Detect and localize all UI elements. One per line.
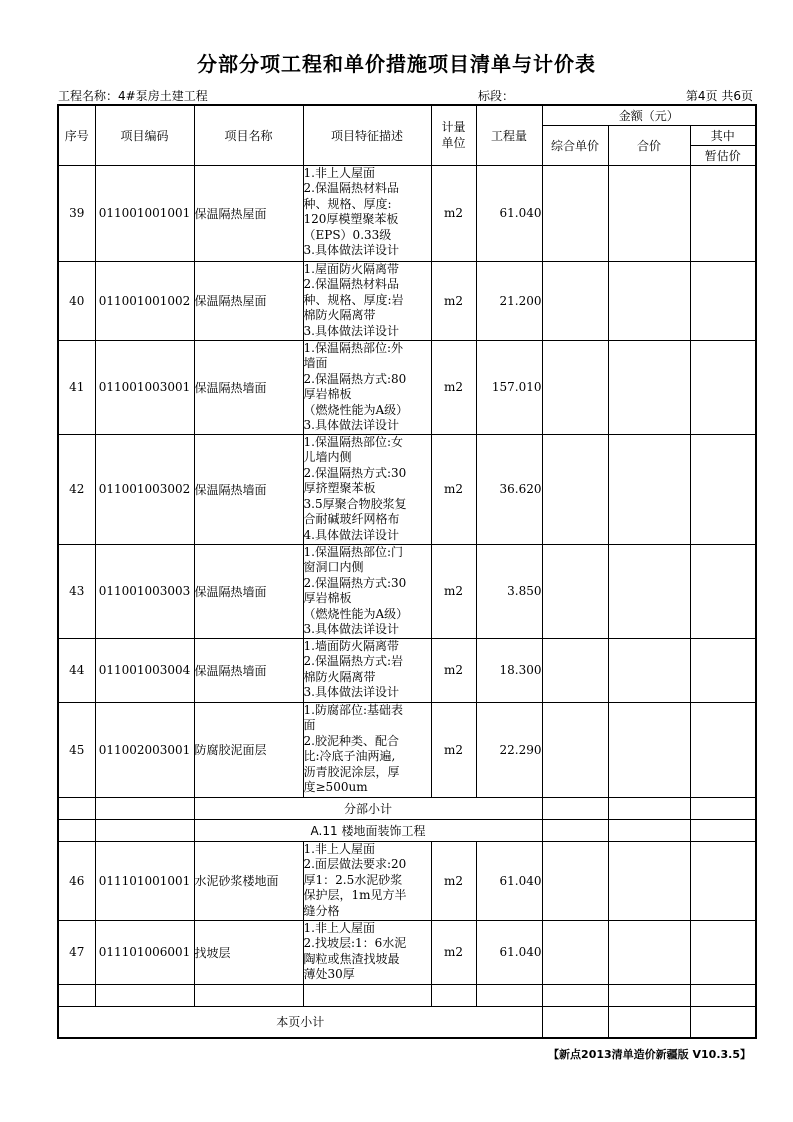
row-code: 011001001001 [95,165,194,261]
desc-line: 缝分格 [303,903,340,918]
row-provisional [690,841,756,920]
row-qty: 61.040 [476,841,542,920]
row-provisional [690,638,756,702]
row-qty: 157.010 [476,340,542,434]
table-row [58,702,756,797]
row-seq: 44 [58,638,95,702]
row-total [608,702,690,797]
desc-line: 棉防火隔离带 [303,669,376,684]
row-provisional [690,920,756,984]
row-provisional [690,340,756,434]
header-code: 项目编码 [95,105,194,165]
desc-line: 陶粒或焦渣找坡最 [303,951,400,966]
section-row [58,819,756,841]
header-unit: 计量单位 [431,105,476,165]
row-code: 011002003001 [95,702,194,797]
desc-line: 2.保温隔热方式:30 [303,575,407,590]
row-code: 011001003004 [95,638,194,702]
row-unit-price [542,544,608,638]
row-unit: m2 [431,920,476,984]
desc-line: 厚岩棉板 [303,387,352,401]
row-desc [303,165,431,261]
desc-line: 种、规格、厚度:岩 [303,292,404,307]
row-desc [303,920,431,984]
desc-line: 沥青胶泥涂层，厚 [303,764,400,779]
table-row [58,261,756,340]
desc-line: 2.胶泥种类、配合 [303,733,399,748]
header-provisional: 暂估价 [690,145,756,165]
desc-line: 儿墙内侧 [303,450,352,464]
desc-line: 保护层，1m见方半 [303,888,407,902]
header-unit-price: 综合单价 [542,125,608,165]
row-name: 保温隔热墙面 [194,544,303,638]
desc-line: 墙面 [303,356,328,370]
desc-line: 1.保温隔热部位:门 [303,544,403,559]
desc-line: 2.找坡层:1：6水泥 [303,936,407,950]
row-total [608,920,690,984]
desc-line: （燃烧性能为A级） [303,402,409,417]
row-code: 011001003003 [95,544,194,638]
row-seq: 42 [58,434,95,544]
desc-line: 3.5厚聚合物胶浆复 [303,496,407,511]
desc-line: 1.保温隔热部位:女 [303,434,403,449]
row-unit-price [542,261,608,340]
desc-line: 种、规格、厚度: [303,196,392,211]
row-provisional [690,434,756,544]
row-total [608,261,690,340]
desc-line: 度≥500um [303,780,368,794]
desc-line: 厚挤塑聚苯板 [303,481,376,495]
row-total [608,165,690,261]
row-qty: 36.620 [476,434,542,544]
desc-line: 合耐碱玻纤网格布 [303,512,400,526]
row-unit-price [542,702,608,797]
desc-line: 比:冷底子油两遍, [303,749,396,763]
header-total: 合价 [608,125,690,165]
desc-line: 1.非上人屋面 [303,841,375,856]
desc-line: 3.具体做法详设计 [303,323,399,338]
row-total [608,638,690,702]
desc-line: 3.具体做法详设计 [303,243,399,257]
table-row [58,638,756,702]
desc-line: 厚1：2.5水泥砂浆 [303,872,403,887]
table-row [58,165,756,261]
row-unit: m2 [431,841,476,920]
row-total [608,841,690,920]
row-unit: m2 [431,544,476,638]
item-rows-2 [58,841,756,984]
header-desc: 项目特征描述 [303,105,431,165]
row-seq: 45 [58,702,95,797]
row-code: 011101006001 [95,920,194,984]
row-provisional [690,165,756,261]
row-unit-price [542,165,608,261]
desc-line: （EPS）0.33级 [303,227,392,242]
row-name: 防腐胶泥面层 [194,702,303,797]
row-provisional [690,544,756,638]
row-unit-price [542,340,608,434]
desc-line: 2.保温隔热方式:30 [303,465,407,480]
row-seq: 47 [58,920,95,984]
row-qty: 61.040 [476,920,542,984]
header-amount: 金额（元） [542,105,756,125]
row-total [608,340,690,434]
desc-line: （燃烧性能为A级） [303,606,409,621]
row-desc [303,434,431,544]
table-row [58,920,756,984]
row-qty: 21.200 [476,261,542,340]
desc-line: 2.保温隔热材料品 [303,181,399,195]
item-rows [58,165,756,797]
row-code: 011001001002 [95,261,194,340]
table-row [58,841,756,920]
desc-line: 3.具体做法详设计 [303,685,399,699]
row-name: 保温隔热屋面 [194,261,303,340]
row-qty: 3.850 [476,544,542,638]
desc-line: 2.面层做法要求:20 [303,857,407,871]
row-name: 水泥砂浆楼地面 [194,841,303,920]
row-seq: 46 [58,841,95,920]
software-footer: 【新点2013清单造价新疆版 V10.3.5】 [548,1048,751,1061]
desc-line: 2.保温隔热材料品 [303,277,399,291]
desc-line: 2.保温隔热方式:80 [303,371,407,386]
row-seq: 41 [58,340,95,434]
header-seq: 序号 [58,105,95,165]
row-total [608,544,690,638]
row-total [608,434,690,544]
row-unit: m2 [431,340,476,434]
desc-line: 1.屋面防火隔离带 [303,261,399,276]
desc-line: 2.保温隔热方式:岩 [303,654,403,668]
row-unit: m2 [431,434,476,544]
blank-row [58,984,756,1006]
page-total-row [58,1006,756,1038]
header-of-which: 其中 [690,125,756,145]
row-desc [303,702,431,797]
row-qty: 18.300 [476,638,542,702]
row-name: 保温隔热屋面 [194,165,303,261]
desc-line: 3.具体做法详设计 [303,418,399,432]
row-unit-price [542,920,608,984]
subtotal-row [58,797,756,819]
row-qty: 22.290 [476,702,542,797]
desc-line: 3.具体做法详设计 [303,622,399,636]
row-code: 011001003001 [95,340,194,434]
row-name: 找坡层 [194,920,303,984]
row-desc [303,261,431,340]
desc-line: 窗洞口内侧 [303,560,364,574]
desc-line: 1.保温隔热部位:外 [303,340,403,355]
row-unit-price [542,638,608,702]
row-provisional [690,261,756,340]
page-title: 分部分项工程和单价措施项目清单与计价表 [197,52,596,76]
row-provisional [690,702,756,797]
row-desc [303,340,431,434]
table-row [58,434,756,544]
desc-line: 1.墙面防火隔离带 [303,638,399,653]
page-number: 第4页 共6页 [685,89,753,103]
row-qty: 61.040 [476,165,542,261]
desc-line: 4.具体做法详设计 [303,527,399,542]
page-total-label: 本页小计 [58,1006,542,1038]
subtotal-label: 分部小计 [194,797,542,819]
desc-line: 1.非上人屋面 [303,165,375,180]
desc-line: 1.非上人屋面 [303,920,375,935]
row-unit: m2 [431,638,476,702]
desc-line: 棉防火隔离带 [303,308,376,322]
row-name: 保温隔热墙面 [194,638,303,702]
table-row [58,340,756,434]
row-code: 011101001001 [95,841,194,920]
table-row [58,544,756,638]
row-seq: 43 [58,544,95,638]
row-unit-price [542,434,608,544]
row-name: 保温隔热墙面 [194,434,303,544]
row-unit: m2 [431,702,476,797]
row-unit-price [542,841,608,920]
project-name: 工程名称：4#泵房土建工程 [58,89,208,103]
row-desc [303,638,431,702]
desc-line: 面 [303,718,316,732]
desc-line: 厚岩棉板 [303,591,352,605]
desc-line: 120厚模塑聚苯板 [303,212,399,226]
desc-line: 1.防腐部位:基础表 [303,702,403,717]
header-name: 项目名称 [194,105,303,165]
section-title: A.11 楼地面装饰工程 [194,819,542,841]
section-label: 标段： [478,89,515,103]
row-desc [303,841,431,920]
row-unit: m2 [431,261,476,340]
row-code: 011001003002 [95,434,194,544]
row-desc [303,544,431,638]
desc-line: 薄处30厚 [303,967,355,981]
bill-table [57,104,757,1039]
row-seq: 39 [58,165,95,261]
row-name: 保温隔热墙面 [194,340,303,434]
header-qty: 工程量 [476,105,542,165]
row-seq: 40 [58,261,95,340]
row-unit: m2 [431,165,476,261]
